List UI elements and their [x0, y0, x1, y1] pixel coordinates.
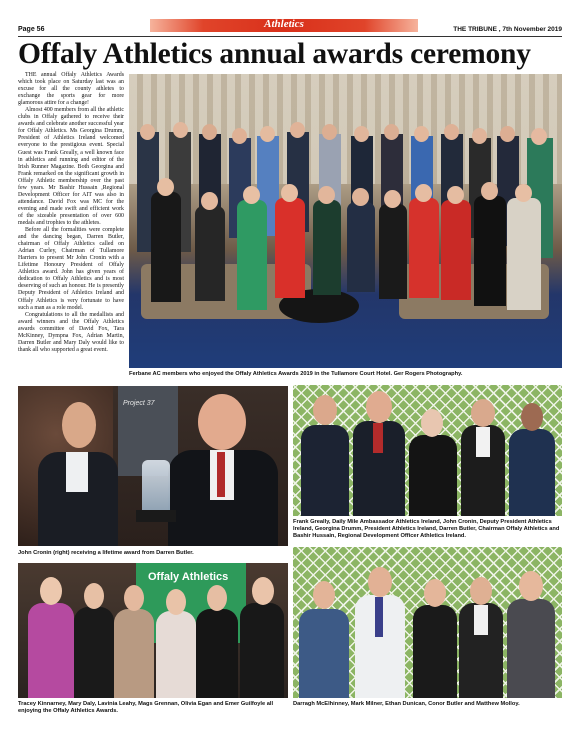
- banner-text: Project 37: [123, 400, 155, 407]
- ladies-photo-caption: Tracey Kinnarney, Mary Daly, Lavinia Leahy, Mags Grennan, Olivia Egan and Emer Guilfoyle all enjoying the Offaly Athletics Awards.: [18, 701, 274, 714]
- group-photo: [129, 74, 562, 368]
- young-men-photo-caption: Darragh McElhinney, Mark Milner, Ethan Dunican, Conor Butler and Matthew Molloy.: [293, 701, 520, 707]
- article-paragraph: THE annual Offaly Athletics Awards which took place on Saturday last was an excuse for all the county athletes to exchange the sports gear for more glamorous attire for a change!: [18, 72, 124, 107]
- article-paragraph: Before all the formalities were complete and the dancing began, Darren Butler, chairman of Offaly Athletics called on Adrian Curley, Chairman of Tullamore Harriers to present Mr John Cronin with a Lifetime Honoury President of Offaly Athletics award. John has given years of dedication to Offaly Athletics and is most deserving of such an honour. He is presently Deputy President of Athletics Ireland and Offaly Athletics is very fortunate to have such a man as a role model.: [18, 227, 124, 311]
- article-paragraph: Almost 400 members from all the athletic clubs in Offaly gathered to receive their awards and celebrate another successful year for Offaly Athletics. Ms Georgina Drumm, President of Athletics Ireland welcomed everyone to the prestigious event. Special Guest was Frank Greally, a well known face in athletics and running and editor of the Irish Runner Magazine. Both Georgina and Frank remarked on the significant growth in Offaly Athletic membership over the past few years. Mr Bashir Hussain ,Regional Development Officer for AIT was also in attendance. David Fox was MC for the evening and made swift and efficient work of the sizeable presentation of over 600 medals and trophies to the athletes.: [18, 107, 124, 226]
- banner-text: Offaly Athletics: [148, 571, 229, 583]
- group-photo-caption: Ferbane AC members who enjoyed the Offaly Athletics Awards 2019 in the Tullamore Court Hotel. Ger Rogers Photography.: [129, 371, 463, 377]
- cronin-award-photo: [18, 386, 288, 546]
- officials-photo: [293, 385, 562, 516]
- page-number: Page 56: [18, 26, 45, 33]
- ladies-photo: [18, 563, 288, 698]
- young-men-photo: [293, 547, 562, 698]
- section-title: Athletics: [264, 18, 304, 30]
- header-rule: [18, 36, 562, 37]
- headline: Offaly Athletics annual awards ceremony: [18, 38, 531, 70]
- cronin-photo-caption: John Cronin (right) receiving a lifetime award from Darren Butler.: [18, 550, 194, 556]
- publication-date: THE TRIBUNE , 7th November 2019: [453, 26, 562, 33]
- article-paragraph: Congratulations to all the medallists and award winners and the Offaly Athletics awards committee of David Fox, Tara McKinney, Dympna Fox, Adrian Martin, Darren Butler and Mary Daly would like to thank all who supported a great event.: [18, 311, 124, 353]
- officials-photo-caption: Frank Greally, Daily Mile Ambassador Athletics Ireland, John Cronin, Deputy President Athletics Ireland, Georgina Drumm, President Athletics Ireland, Darren Butler, Chairman Offaly Athletics and Bashir Hussain, Regional Development Officer Athletics Ireland.: [293, 519, 560, 539]
- article-body: [18, 72, 124, 354]
